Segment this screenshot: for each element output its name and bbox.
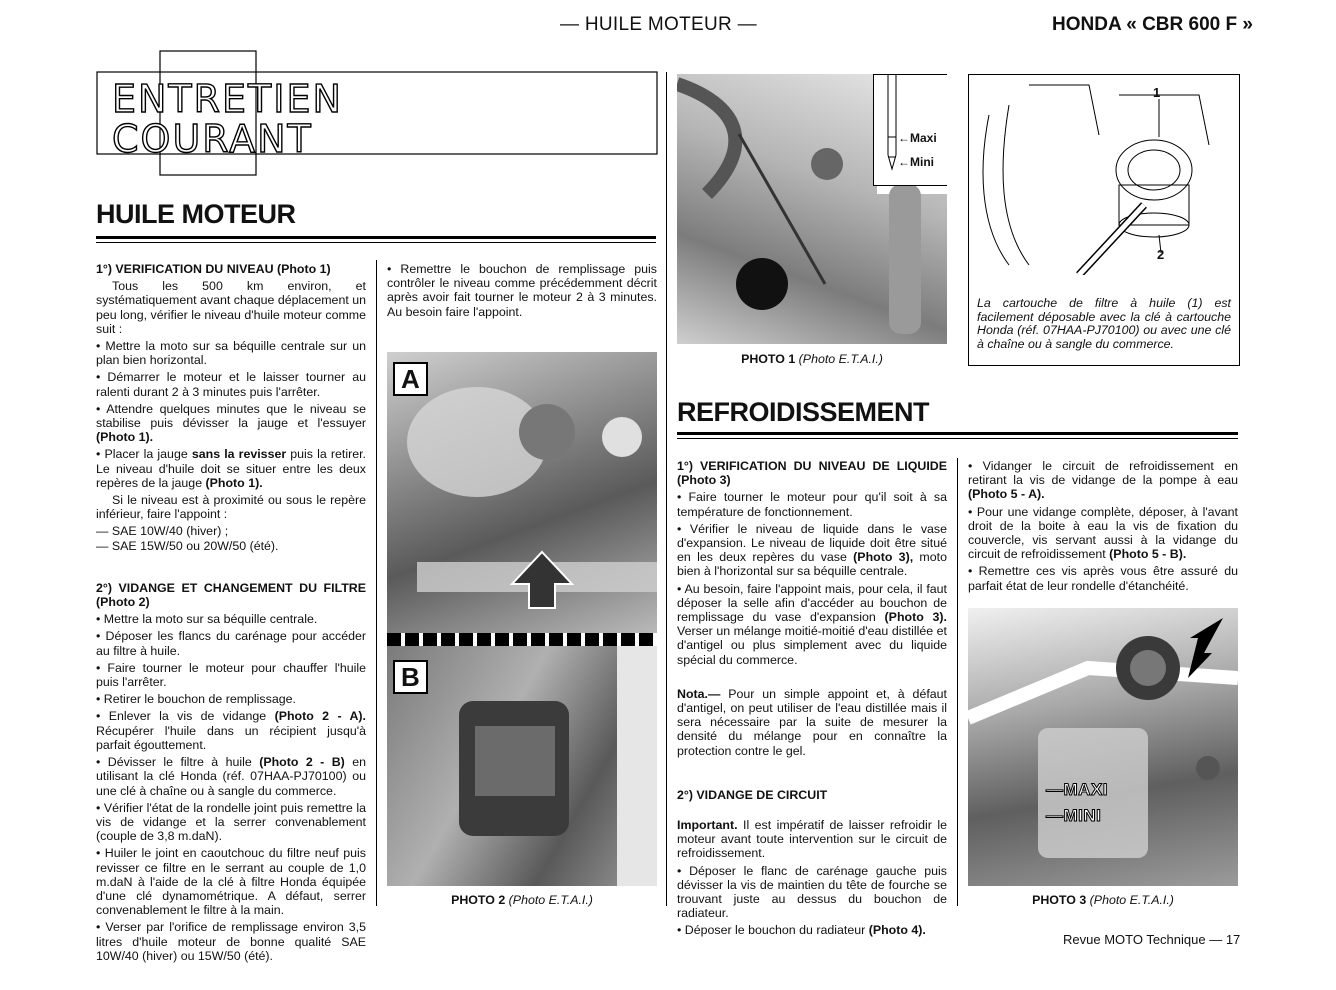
bullet: • Retirer le bouchon de remplissage. xyxy=(96,692,296,707)
bullet: • Déposer le flanc de carénage gauche puis dévisser la vis de maintien du tête de fourche se trouvant juste au dessus du bouchon de radiateur. xyxy=(677,863,947,921)
photo-2-caption: PHOTO 2 (Photo E.T.A.I.) xyxy=(451,893,593,907)
bullet: • Remettre ces vis après vous être assuré du parfait état de leur rondelle d'étanchéité. xyxy=(968,564,1238,593)
column-3-text xyxy=(677,459,947,941)
photo-3 xyxy=(968,608,1238,886)
banner-line1: ENTRETIEN xyxy=(112,78,343,121)
bullet: • Pour une vidange complète, déposer, à l'avant droit de la boite à eau la vis de fixation du couvercle, vis servant aussi à la vidange du circuit de refroidissement (Photo 5 - B). xyxy=(968,504,1238,562)
dash-item: — SAE 15W/50 ou 20W/50 (été). xyxy=(96,538,279,553)
bullet: • Faire tourner le moteur pour chauffer l'huile puis l'arrêter. xyxy=(96,660,366,690)
banner-line2: COURANT xyxy=(112,117,313,161)
title-huile-moteur: HUILE MOTEUR xyxy=(96,199,296,229)
bullet: • Faire tourner le moteur pour qu'il soit à sa température de fonctionnement. xyxy=(677,490,947,519)
bullet: • Déposer le bouchon du radiateur (Photo 4). xyxy=(677,923,926,938)
photo-3-maxi-label: —MAXI xyxy=(1046,780,1108,799)
bullet: • Mettre la moto sur sa béquille centrale. xyxy=(96,612,318,627)
bullet: • Remettre le bouchon de remplissage puis contrôler le niveau comme précédemment décrit après avoir fait tourner le moteur 2 à 3 minutes. Au besoin faire l'appoint. xyxy=(387,262,657,319)
dipstick-maxi-label: ←Maxi xyxy=(898,131,937,145)
running-header-model: HONDA « CBR 600 F » xyxy=(1052,14,1253,35)
dipstick-inset xyxy=(873,74,947,186)
bullet: • Vérifier le niveau de liquide dans le vase d'expansion. Le niveau de liquide doit être situé en les deux repères du vase (Photo 3), moto bien à l'horizontal sur sa béquille centrale. xyxy=(677,521,947,579)
nota: Nota.— Pour un simple appoint et, à défaut d'antigel, on peut utiliser de l'eau distillée mais il sera nécessaire par la suite de mesurer la densité du mélange pour en connaître la protection contre le gel. xyxy=(677,686,948,758)
photo-1 xyxy=(677,74,947,344)
photo-3-mini-label: —MINI xyxy=(1046,806,1102,825)
heading-vidange-circuit: 2°) VIDANGE DE CIRCUIT xyxy=(677,787,828,802)
bullet: • Attendre quelques minutes que le niveau se stabilise puis dévisser la jauge et l'essuyer (Photo 1). xyxy=(96,401,366,445)
bullet: • Verser par l'orifice de remplissage environ 3,5 litres d'huile moteur de bonne qualité SAE 10W/40 (hiver) ou 15W/50 (été). xyxy=(96,920,366,963)
photo-2-top xyxy=(387,352,657,633)
dipstick-mini-label: ←Mini xyxy=(898,155,934,169)
bullet: • Placer la jauge sans la revisser puis la retirer. Le niveau d'huile doit se situer entre les deux repères de la jauge (Photo 1). xyxy=(96,447,366,490)
column-2-text xyxy=(387,262,657,322)
filter-figure-caption: La cartouche de filtre à huile (1) est facilement déposable avec la clé à cartouche Honda (réf. 07HAA-PJ70100) ou avec une clé à chaîne ou à sangle du commerce. xyxy=(977,296,1231,351)
figure-callout-1: 1 xyxy=(1153,85,1161,100)
bullet: • Dévisser le filtre à huile (Photo 2 - B) en utilisant la clé Honda (réf. 07HAA-PJ70100) ou une clé à chaîne ou à sangle du commerce. xyxy=(96,755,367,798)
bullet: • Huiler le joint en caoutchouc du filtre neuf puis revisser ce filtre en le serrant au couple de 1,0 m.daN à l'aide de la clé à filtre Honda équipée d'une clé dynamométrique. A défaut, serrer convenablement le filtre à la main. xyxy=(96,846,366,918)
bullet: • Mettre la moto sur sa béquille centrale sur un plan bien horizontal. xyxy=(96,339,366,368)
photo-2-divider xyxy=(387,633,657,646)
title-refroidissement: REFROIDISSEMENT xyxy=(677,397,930,427)
photo-1-caption: PHOTO 1 (Photo E.T.A.I.) xyxy=(741,352,883,366)
photo-2-bottom xyxy=(387,646,657,886)
running-header-section: — HUILE MOTEUR — xyxy=(560,14,757,35)
section-banner xyxy=(96,50,658,176)
photo-2-label-a: A xyxy=(393,362,428,396)
bullet: • Vidanger le circuit de refroidissement en retirant la vis de vidange de la pompe à eau (Photo 5 - A). xyxy=(968,459,1238,502)
heading-verification-niveau: 1°) VERIFICATION DU NIVEAU (Photo 1) xyxy=(96,262,331,276)
bullet: • Vérifier l'état de la rondelle joint puis remettre la vis de vidange et la serrer convenablement (couple de 3,8 m.daN). xyxy=(96,800,366,844)
important-note: Important. Il est impératif de laisser refroidir le moteur avant toute intervention sur le circuit de refroidissement. xyxy=(677,818,947,861)
heading-vidange-filtre: 2°) VIDANGE ET CHANGEMENT DU FILTRE (Photo 2) xyxy=(96,580,366,610)
bullet: • Au besoin, faire l'appoint mais, pour cela, il faut déposer la selle afin d'accéder au bouchon de remplissage du vase d'expansion (Photo 3). Verser un mélange moitié-moitié d'eau distillée et d'antigel ou plus simplement avec du liquide spécial du commerce. xyxy=(677,581,947,667)
photo-3-caption: PHOTO 3 (Photo E.T.A.I.) xyxy=(1032,893,1174,907)
bullet: • Enlever la vis de vidange (Photo 2 - A). Récupérer l'huile dans un récipient jusqu'à parfait égouttement. xyxy=(96,709,366,752)
bullet: • Déposer les flancs du carénage pour accéder au filtre à huile. xyxy=(96,629,366,658)
column-1-text xyxy=(96,262,366,966)
figure-callout-2: 2 xyxy=(1157,247,1165,262)
paragraph: Si le niveau est à proximité ou sous le repère inférieur, faire l'appoint : xyxy=(96,493,366,522)
bullet: • Démarrer le moteur et le laisser tourner au ralenti durant 2 à 3 minutes puis l'arrêter. xyxy=(96,370,366,399)
heading-verification-liquide: 1°) VERIFICATION DU NIVEAU DE LIQUIDE (Photo 3) xyxy=(677,459,947,488)
paragraph: Tous les 500 km environ, et systématiquement avant chaque déplacement un peu long, vérifier le niveau d'huile moteur comme suit : xyxy=(96,279,367,336)
photo-2-label-b: B xyxy=(393,660,428,694)
dash-item: — SAE 10W/40 (hiver) ; xyxy=(96,524,229,539)
column-4-text xyxy=(968,459,1238,596)
filter-figure xyxy=(968,74,1240,366)
page-footer: Revue MOTO Technique — 17 xyxy=(1063,932,1241,947)
